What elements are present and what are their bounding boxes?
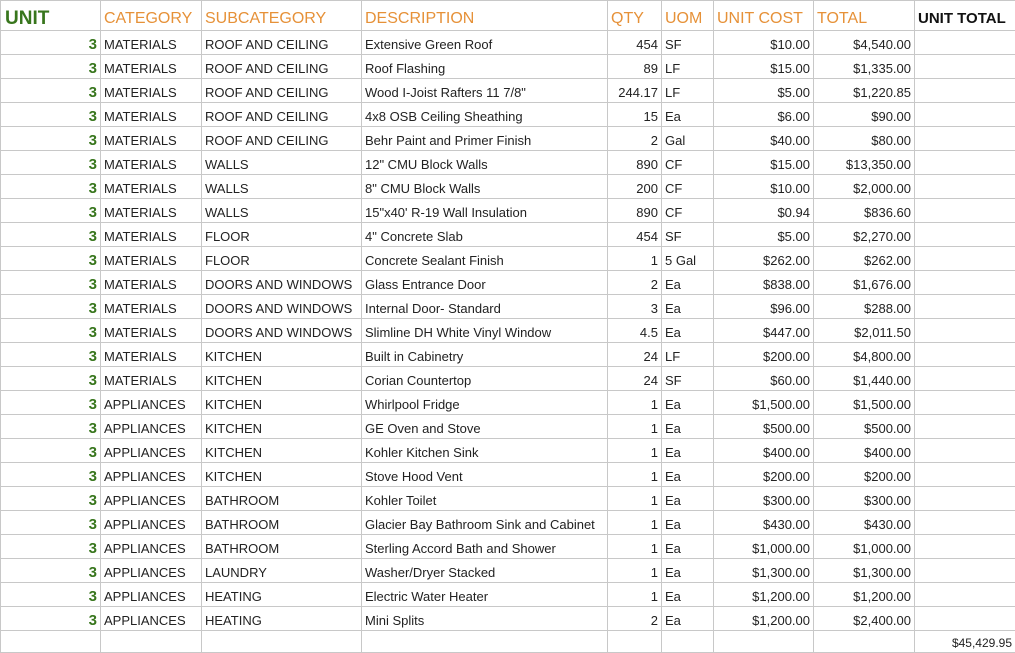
cell-unit-cost[interactable]: $0.94 — [714, 199, 814, 223]
cell-qty[interactable]: 890 — [608, 199, 662, 223]
cell-subcategory[interactable]: ROOF AND CEILING — [202, 103, 362, 127]
cell-uom[interactable]: LF — [662, 55, 714, 79]
cell-unit-total[interactable] — [915, 223, 1015, 247]
header-unit[interactable]: UNIT — [1, 1, 101, 31]
header-subcategory[interactable]: SUBCATEGORY — [202, 1, 362, 31]
cell-unit-total[interactable] — [915, 439, 1015, 463]
cell-uom[interactable]: CF — [662, 199, 714, 223]
cell-unit-total[interactable] — [915, 31, 1015, 55]
cell-total[interactable]: $2,270.00 — [814, 223, 915, 247]
cell-unit-total[interactable] — [915, 415, 1015, 439]
cell-uom[interactable]: SF — [662, 223, 714, 247]
cell-uom[interactable]: Ea — [662, 319, 714, 343]
cell-description[interactable]: Slimline DH White Vinyl Window — [362, 319, 608, 343]
cell-unit-cost[interactable]: $5.00 — [714, 79, 814, 103]
cell-total[interactable]: $1,440.00 — [814, 367, 915, 391]
cell-total[interactable]: $1,300.00 — [814, 559, 915, 583]
cell-subcategory[interactable]: BATHROOM — [202, 511, 362, 535]
cell-category[interactable]: APPLIANCES — [101, 511, 202, 535]
cell-unit[interactable]: 3 — [1, 463, 101, 487]
cell-unit-total[interactable] — [915, 487, 1015, 511]
cell-unit[interactable]: 3 — [1, 295, 101, 319]
cell-subcategory[interactable]: HEATING — [202, 583, 362, 607]
cell-unit-cost[interactable]: $447.00 — [714, 319, 814, 343]
cell-qty[interactable]: 1 — [608, 415, 662, 439]
cell-uom[interactable]: Ea — [662, 391, 714, 415]
cell-unit-total[interactable] — [915, 79, 1015, 103]
cell-unit-total[interactable] — [915, 199, 1015, 223]
cell-description[interactable]: Glacier Bay Bathroom Sink and Cabinet — [362, 511, 608, 535]
cell-uom[interactable]: Ea — [662, 559, 714, 583]
cell-subcategory[interactable]: DOORS AND WINDOWS — [202, 319, 362, 343]
cell-unit-cost[interactable]: $1,300.00 — [714, 559, 814, 583]
table-row — [1, 511, 1015, 535]
cell-unit[interactable]: 3 — [1, 415, 101, 439]
cell-qty[interactable]: 454 — [608, 31, 662, 55]
cell-uom[interactable]: Ea — [662, 439, 714, 463]
empty-cell[interactable] — [608, 631, 662, 653]
cell-category[interactable]: MATERIALS — [101, 247, 202, 271]
cell-unit[interactable]: 3 — [1, 367, 101, 391]
cell-description[interactable]: 4x8 OSB Ceiling Sheathing — [362, 103, 608, 127]
cell-subcategory[interactable]: FLOOR — [202, 247, 362, 271]
cell-unit[interactable]: 3 — [1, 127, 101, 151]
cell-subcategory[interactable]: BATHROOM — [202, 487, 362, 511]
cell-unit-cost[interactable]: $10.00 — [714, 175, 814, 199]
cell-qty[interactable]: 1 — [608, 463, 662, 487]
cell-description[interactable]: Whirlpool Fridge — [362, 391, 608, 415]
cell-total[interactable]: $80.00 — [814, 127, 915, 151]
cell-qty[interactable]: 1 — [608, 439, 662, 463]
cell-unit-cost[interactable]: $400.00 — [714, 439, 814, 463]
cell-unit-total[interactable] — [915, 271, 1015, 295]
table-row — [1, 463, 1015, 487]
cell-qty[interactable]: 1 — [608, 247, 662, 271]
cell-description[interactable]: Wood I-Joist Rafters 11 7/8" — [362, 79, 608, 103]
cell-unit[interactable]: 3 — [1, 223, 101, 247]
cell-total[interactable]: $90.00 — [814, 103, 915, 127]
cell-description[interactable]: Extensive Green Roof — [362, 31, 608, 55]
empty-cell[interactable] — [814, 631, 915, 653]
cell-category[interactable]: MATERIALS — [101, 343, 202, 367]
cell-unit-total[interactable] — [915, 391, 1015, 415]
cell-subcategory[interactable]: ROOF AND CEILING — [202, 127, 362, 151]
empty-cell[interactable] — [714, 631, 814, 653]
cell-unit-cost[interactable]: $500.00 — [714, 415, 814, 439]
cell-category[interactable]: MATERIALS — [101, 295, 202, 319]
cell-unit[interactable]: 3 — [1, 199, 101, 223]
header-unit-total[interactable]: UNIT TOTAL — [915, 1, 1015, 31]
table-row — [1, 367, 1015, 391]
cell-total[interactable]: $430.00 — [814, 511, 915, 535]
cell-unit[interactable]: 3 — [1, 511, 101, 535]
cell-total[interactable]: $200.00 — [814, 463, 915, 487]
cell-qty[interactable]: 890 — [608, 151, 662, 175]
cell-unit-cost[interactable]: $96.00 — [714, 295, 814, 319]
unit-total-value[interactable]: $45,429.95 — [915, 631, 1015, 653]
cell-total[interactable]: $400.00 — [814, 439, 915, 463]
cell-qty[interactable]: 2 — [608, 271, 662, 295]
cell-uom[interactable]: Ea — [662, 535, 714, 559]
cell-description[interactable]: Glass Entrance Door — [362, 271, 608, 295]
cell-uom[interactable]: Ea — [662, 607, 714, 631]
cell-uom[interactable]: Ea — [662, 511, 714, 535]
cell-unit-cost[interactable]: $10.00 — [714, 31, 814, 55]
cell-total[interactable]: $288.00 — [814, 295, 915, 319]
table-row — [1, 247, 1015, 271]
cell-unit-total[interactable] — [915, 559, 1015, 583]
cell-unit-cost[interactable]: $1,000.00 — [714, 535, 814, 559]
cell-total[interactable]: $2,000.00 — [814, 175, 915, 199]
cell-total[interactable]: $1,335.00 — [814, 55, 915, 79]
cell-qty[interactable]: 4.5 — [608, 319, 662, 343]
cell-description[interactable]: 15"x40' R-19 Wall Insulation — [362, 199, 608, 223]
cell-description[interactable]: Washer/Dryer Stacked — [362, 559, 608, 583]
cell-unit-cost[interactable]: $430.00 — [714, 511, 814, 535]
cell-unit-cost[interactable]: $1,500.00 — [714, 391, 814, 415]
cell-uom[interactable]: SF — [662, 367, 714, 391]
header-row — [1, 1, 1015, 31]
cell-total[interactable]: $2,400.00 — [814, 607, 915, 631]
table-row — [1, 295, 1015, 319]
cell-unit-total[interactable] — [915, 511, 1015, 535]
cell-qty[interactable]: 3 — [608, 295, 662, 319]
cell-subcategory[interactable]: WALLS — [202, 175, 362, 199]
cell-unit-cost[interactable]: $60.00 — [714, 367, 814, 391]
cell-total[interactable]: $1,200.00 — [814, 583, 915, 607]
cell-description[interactable]: Kohler Toilet — [362, 487, 608, 511]
cell-subcategory[interactable]: HEATING — [202, 607, 362, 631]
cell-uom[interactable]: Ea — [662, 463, 714, 487]
cell-unit-cost[interactable]: $838.00 — [714, 271, 814, 295]
cell-category[interactable]: APPLIANCES — [101, 487, 202, 511]
cell-uom[interactable]: Ea — [662, 415, 714, 439]
cell-unit-total[interactable] — [915, 343, 1015, 367]
cell-unit[interactable]: 3 — [1, 343, 101, 367]
cell-unit-cost[interactable]: $6.00 — [714, 103, 814, 127]
cell-unit[interactable]: 3 — [1, 439, 101, 463]
cell-qty[interactable]: 24 — [608, 343, 662, 367]
cell-total[interactable]: $1,220.85 — [814, 79, 915, 103]
cell-unit-total[interactable] — [915, 151, 1015, 175]
cell-uom[interactable]: CF — [662, 151, 714, 175]
cell-unit[interactable]: 3 — [1, 391, 101, 415]
cell-uom[interactable]: Ea — [662, 487, 714, 511]
cell-qty[interactable]: 1 — [608, 511, 662, 535]
cell-unit[interactable]: 3 — [1, 151, 101, 175]
cell-unit[interactable]: 3 — [1, 319, 101, 343]
cell-subcategory[interactable]: KITCHEN — [202, 343, 362, 367]
cell-unit-total[interactable] — [915, 367, 1015, 391]
cell-total[interactable]: $1,676.00 — [814, 271, 915, 295]
cell-unit-cost[interactable]: $1,200.00 — [714, 583, 814, 607]
cell-qty[interactable]: 1 — [608, 583, 662, 607]
cell-qty[interactable]: 2 — [608, 127, 662, 151]
cell-subcategory[interactable]: DOORS AND WINDOWS — [202, 295, 362, 319]
cell-subcategory[interactable]: KITCHEN — [202, 391, 362, 415]
cell-total[interactable]: $1,000.00 — [814, 535, 915, 559]
cell-unit-cost[interactable]: $300.00 — [714, 487, 814, 511]
cell-unit-cost[interactable]: $1,200.00 — [714, 607, 814, 631]
cell-description[interactable]: Internal Door- Standard — [362, 295, 608, 319]
cell-unit[interactable]: 3 — [1, 583, 101, 607]
cell-unit[interactable]: 3 — [1, 559, 101, 583]
cell-unit[interactable]: 3 — [1, 31, 101, 55]
cell-total[interactable]: $1,500.00 — [814, 391, 915, 415]
table-row — [1, 55, 1015, 79]
cell-category[interactable]: APPLIANCES — [101, 559, 202, 583]
cell-category[interactable]: MATERIALS — [101, 103, 202, 127]
table-row — [1, 487, 1015, 511]
cell-unit-total[interactable] — [915, 247, 1015, 271]
cell-description[interactable]: Stove Hood Vent — [362, 463, 608, 487]
cell-total[interactable]: $836.60 — [814, 199, 915, 223]
cell-category[interactable]: APPLIANCES — [101, 439, 202, 463]
table-row — [1, 175, 1015, 199]
cell-description[interactable]: Concrete Sealant Finish — [362, 247, 608, 271]
table-row — [1, 415, 1015, 439]
table-row — [1, 319, 1015, 343]
cell-total[interactable]: $2,011.50 — [814, 319, 915, 343]
empty-cell[interactable] — [362, 631, 608, 653]
table-row — [1, 535, 1015, 559]
cell-category[interactable]: MATERIALS — [101, 31, 202, 55]
cell-qty[interactable]: 2 — [608, 607, 662, 631]
cell-description[interactable]: Mini Splits — [362, 607, 608, 631]
empty-cell[interactable] — [101, 631, 202, 653]
cell-unit[interactable]: 3 — [1, 79, 101, 103]
table-row — [1, 79, 1015, 103]
cell-total[interactable]: $4,540.00 — [814, 31, 915, 55]
cell-subcategory[interactable]: DOORS AND WINDOWS — [202, 271, 362, 295]
cell-uom[interactable]: LF — [662, 343, 714, 367]
cell-unit-total[interactable] — [915, 175, 1015, 199]
cell-subcategory[interactable]: WALLS — [202, 199, 362, 223]
table-row — [1, 151, 1015, 175]
table-row — [1, 439, 1015, 463]
header-total[interactable]: TOTAL — [814, 1, 915, 31]
cell-category[interactable]: MATERIALS — [101, 319, 202, 343]
cell-unit[interactable]: 3 — [1, 103, 101, 127]
cell-qty[interactable]: 15 — [608, 103, 662, 127]
table-row — [1, 103, 1015, 127]
cell-qty[interactable]: 1 — [608, 535, 662, 559]
cell-unit-total[interactable] — [915, 535, 1015, 559]
cell-qty[interactable]: 1 — [608, 559, 662, 583]
cell-unit-cost[interactable]: $40.00 — [714, 127, 814, 151]
cell-unit[interactable]: 3 — [1, 247, 101, 271]
cell-description[interactable]: Roof Flashing — [362, 55, 608, 79]
cell-description[interactable]: 4" Concrete Slab — [362, 223, 608, 247]
cell-unit-total[interactable] — [915, 55, 1015, 79]
header-description[interactable]: DESCRIPTION — [362, 1, 608, 31]
cell-unit-cost[interactable]: $200.00 — [714, 343, 814, 367]
header-qty[interactable]: QTY — [608, 1, 662, 31]
cell-uom[interactable]: Ea — [662, 295, 714, 319]
table-row — [1, 391, 1015, 415]
cell-subcategory[interactable]: FLOOR — [202, 223, 362, 247]
empty-cell[interactable] — [1, 631, 101, 653]
cell-description[interactable]: Corian Countertop — [362, 367, 608, 391]
table-row — [1, 271, 1015, 295]
cell-qty[interactable]: 454 — [608, 223, 662, 247]
cell-category[interactable]: MATERIALS — [101, 271, 202, 295]
cell-unit-total[interactable] — [915, 319, 1015, 343]
cell-category[interactable]: MATERIALS — [101, 199, 202, 223]
cell-uom[interactable]: CF — [662, 175, 714, 199]
cell-qty[interactable]: 1 — [608, 391, 662, 415]
cell-unit[interactable]: 3 — [1, 487, 101, 511]
cell-category[interactable]: MATERIALS — [101, 175, 202, 199]
cell-subcategory[interactable]: KITCHEN — [202, 367, 362, 391]
cell-uom[interactable]: Ea — [662, 103, 714, 127]
cell-total[interactable]: $262.00 — [814, 247, 915, 271]
cell-unit-total[interactable] — [915, 463, 1015, 487]
cell-category[interactable]: APPLIANCES — [101, 391, 202, 415]
cell-subcategory[interactable]: WALLS — [202, 151, 362, 175]
cell-subcategory[interactable]: LAUNDRY — [202, 559, 362, 583]
cell-qty[interactable]: 89 — [608, 55, 662, 79]
table-row — [1, 559, 1015, 583]
cell-category[interactable]: APPLIANCES — [101, 535, 202, 559]
cell-qty[interactable]: 244.17 — [608, 79, 662, 103]
header-unit-cost[interactable]: UNIT COST — [714, 1, 814, 31]
cell-description[interactable]: GE Oven and Stove — [362, 415, 608, 439]
cell-unit[interactable]: 3 — [1, 175, 101, 199]
cell-unit-cost[interactable]: $5.00 — [714, 223, 814, 247]
cell-unit-cost[interactable]: $262.00 — [714, 247, 814, 271]
cell-category[interactable]: MATERIALS — [101, 55, 202, 79]
cell-unit[interactable]: 3 — [1, 55, 101, 79]
table-row — [1, 31, 1015, 55]
cell-uom[interactable]: SF — [662, 31, 714, 55]
cell-category[interactable]: APPLIANCES — [101, 583, 202, 607]
cell-unit-cost[interactable]: $200.00 — [714, 463, 814, 487]
cell-category[interactable]: APPLIANCES — [101, 463, 202, 487]
cell-subcategory[interactable]: KITCHEN — [202, 463, 362, 487]
cell-unit-total[interactable] — [915, 103, 1015, 127]
table-row — [1, 343, 1015, 367]
cell-uom[interactable]: Gal — [662, 127, 714, 151]
cell-category[interactable]: MATERIALS — [101, 79, 202, 103]
cell-uom[interactable]: LF — [662, 79, 714, 103]
table-row — [1, 127, 1015, 151]
cell-description[interactable]: 12" CMU Block Walls — [362, 151, 608, 175]
cell-category[interactable]: APPLIANCES — [101, 607, 202, 631]
cell-subcategory[interactable]: BATHROOM — [202, 535, 362, 559]
header-category[interactable]: CATEGORY — [101, 1, 202, 31]
cell-subcategory[interactable]: KITCHEN — [202, 439, 362, 463]
cell-unit[interactable]: 3 — [1, 607, 101, 631]
cell-category[interactable]: MATERIALS — [101, 151, 202, 175]
cell-total[interactable]: $13,350.00 — [814, 151, 915, 175]
cell-subcategory[interactable]: ROOF AND CEILING — [202, 79, 362, 103]
cell-unit-total[interactable] — [915, 295, 1015, 319]
empty-cell[interactable] — [202, 631, 362, 653]
cell-description[interactable]: Behr Paint and Primer Finish — [362, 127, 608, 151]
grand-total-row — [1, 631, 1015, 653]
cell-description[interactable]: Built in Cabinetry — [362, 343, 608, 367]
cell-description[interactable]: Electric Water Heater — [362, 583, 608, 607]
cell-uom[interactable]: Ea — [662, 271, 714, 295]
cell-description[interactable]: Sterling Accord Bath and Shower — [362, 535, 608, 559]
cell-subcategory[interactable]: ROOF AND CEILING — [202, 31, 362, 55]
table-row — [1, 223, 1015, 247]
cell-total[interactable]: $4,800.00 — [814, 343, 915, 367]
header-uom[interactable]: UOM — [662, 1, 714, 31]
cell-total[interactable]: $500.00 — [814, 415, 915, 439]
cell-unit-cost[interactable]: $15.00 — [714, 151, 814, 175]
cell-unit-cost[interactable]: $15.00 — [714, 55, 814, 79]
cell-uom[interactable]: Ea — [662, 583, 714, 607]
cell-unit[interactable]: 3 — [1, 271, 101, 295]
cell-total[interactable]: $300.00 — [814, 487, 915, 511]
cell-qty[interactable]: 200 — [608, 175, 662, 199]
empty-cell[interactable] — [662, 631, 714, 653]
table-row — [1, 199, 1015, 223]
cell-category[interactable]: APPLIANCES — [101, 415, 202, 439]
cell-subcategory[interactable]: KITCHEN — [202, 415, 362, 439]
cell-qty[interactable]: 24 — [608, 367, 662, 391]
cell-description[interactable]: 8" CMU Block Walls — [362, 175, 608, 199]
cell-category[interactable]: MATERIALS — [101, 367, 202, 391]
table-row — [1, 607, 1015, 631]
cell-subcategory[interactable]: ROOF AND CEILING — [202, 55, 362, 79]
cell-unit-total[interactable] — [915, 583, 1015, 607]
cell-qty[interactable]: 1 — [608, 487, 662, 511]
cell-unit-total[interactable] — [915, 127, 1015, 151]
cell-unit-total[interactable] — [915, 607, 1015, 631]
cell-category[interactable]: MATERIALS — [101, 223, 202, 247]
cell-category[interactable]: MATERIALS — [101, 127, 202, 151]
cell-unit[interactable]: 3 — [1, 535, 101, 559]
table-row — [1, 583, 1015, 607]
cell-uom[interactable]: 5 Gal — [662, 247, 714, 271]
cell-description[interactable]: Kohler Kitchen Sink — [362, 439, 608, 463]
